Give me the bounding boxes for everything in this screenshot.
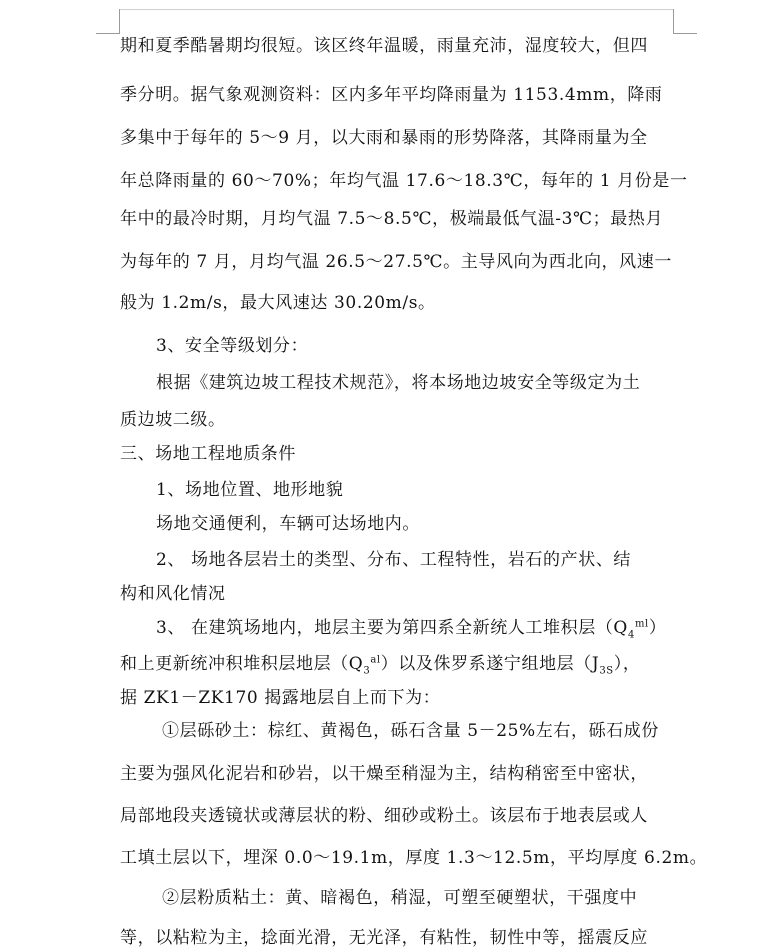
text-run: 和上更新统冲积堆积层地层（Q [120,654,364,674]
text-run: ） [648,618,667,638]
crop-mark-top-right-horizontal [673,33,697,34]
text-line: 季分明。据气象观测资料：区内多年平均降雨量为 1153.4mm，降雨 [120,85,663,105]
text-line: 场地交通便利，车辆可达场地内。 [156,514,420,534]
section-heading-safety-level: 3、安全等级划分： [156,336,309,356]
text-line: 局部地段夹透镜状或薄层状的粉、细砂或粉土。该层布于地表层或人 [120,806,648,826]
text-run: ）以及侏罗系遂宁组地层（J [380,654,600,674]
page-top-edge [120,9,673,10]
subscript: 3 [363,665,371,677]
text-line: 期和夏季酷暑期均很短。该区终年温暖，雨量充沛，湿度较大，但四 [120,36,648,56]
superscript: al [370,654,381,666]
superscript: ml [634,618,649,630]
text-line: 构和风化情况 [120,584,226,604]
text-line: 据 ZK1－ZK170 揭露地层自上而下为： [120,688,441,708]
text-line-strata [156,616,666,640]
text-line-strata-2 [120,652,640,676]
subsection-heading-rock-types: 2、 场地各层岩土的类型、分布、工程特性，岩石的产状、结 [156,550,632,570]
text-run: 3、 在建筑场地内，地层主要为第四系全新统人工堆积层（Q [156,618,628,638]
text-run: ）， [613,654,641,674]
text-line: 质边坡二级。 [120,410,226,430]
text-line: 年中的最冷时期，月均气温 7.5～8.5℃，极端最低气温-3℃；最热月 [120,209,664,229]
text-line: 主要为强风化泥岩和砂岩，以干燥至稍湿为主，结构稍密至中密状， [120,764,648,784]
text-line: 等，以粘粒为主，捻面光滑，无光泽，有粘性，韧性中等，摇震反应 [120,928,648,948]
layer-description-silty-clay: ②层粉质粘土：黄、暗褐色，稍湿，可塑至硬塑状，干强度中 [162,888,638,908]
text-line: 根据《建筑边坡工程技术规范》，将本场地边坡安全等级定为土 [156,373,641,393]
layer-description-gravel-sand: ①层砾砂土：棕红、黄褐色，砾石含量 5－25%左右，砾石成份 [162,721,660,741]
text-line: 年总降雨量的 60～70%；年均气温 17.6～18.3℃，每年的 1 月份是一 [120,171,688,191]
crop-mark-top-left-horizontal [96,33,120,34]
text-line: 多集中于每年的 5～9 月，以大雨和暴雨的形势降落，其降雨量为全 [120,128,648,148]
chapter-heading-geology: 三、场地工程地质条件 [120,444,296,464]
text-line: 为每年的 7 月，月均气温 26.5～27.5℃。主导风向为西北向，风速一 [120,252,672,272]
subsection-heading-location: 1、场地位置、地形地貌 [156,480,344,500]
crop-mark-top-left-vertical [119,9,120,33]
text-line: 工填土层以下，埋深 0.0～19.1m，厚度 1.3～12.5m，平均厚度 6.2m。 [120,848,708,868]
subscript: 3S [599,665,614,677]
text-line: 般为 1.2m/s，最大风速达 30.20m/s。 [120,293,436,313]
subscript: 4 [627,629,635,641]
crop-mark-top-right-vertical [673,9,674,33]
